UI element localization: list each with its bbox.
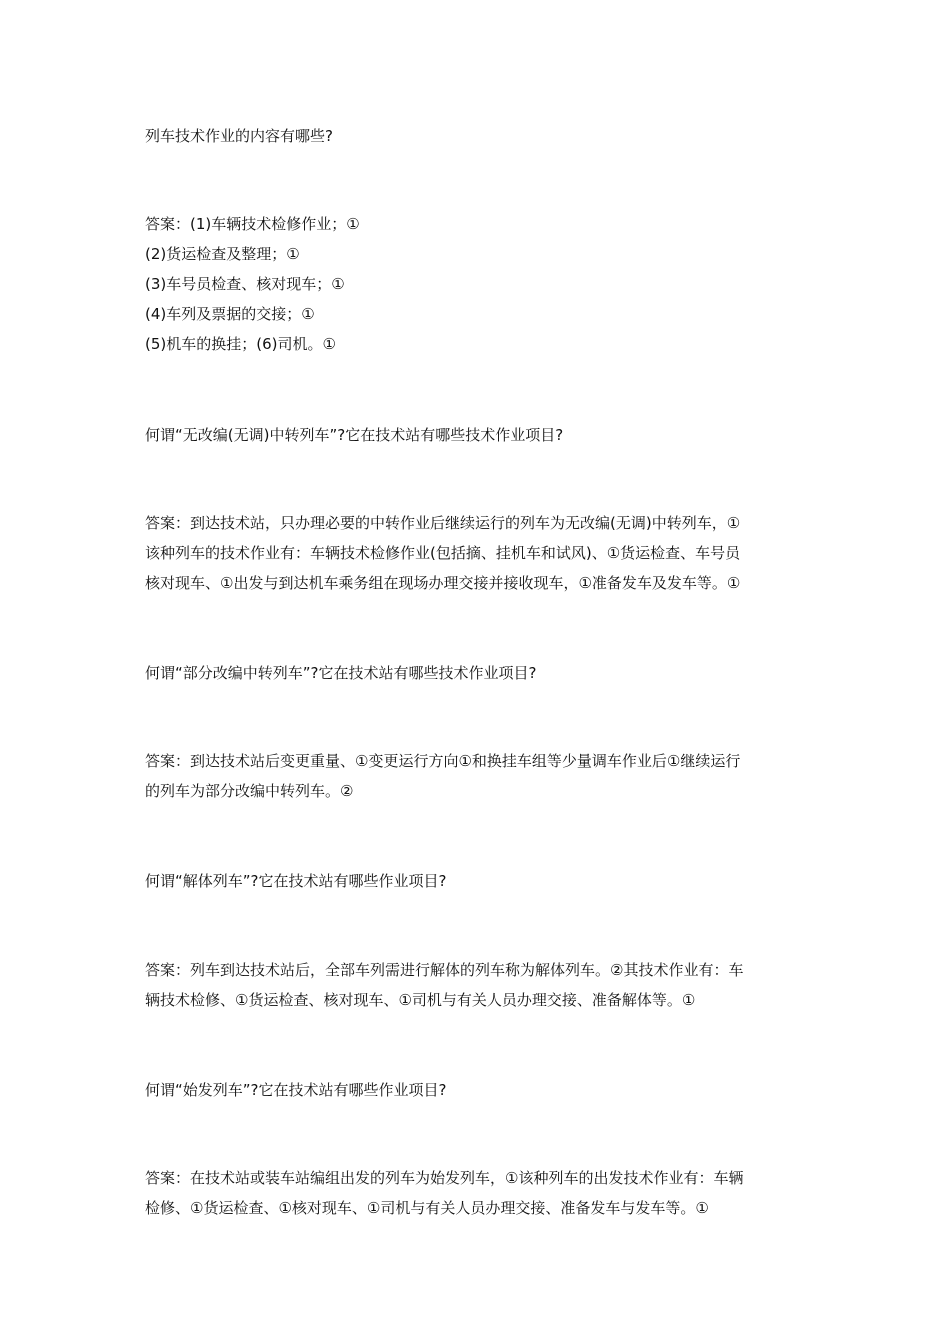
answer-5 <box>145 1163 810 1223</box>
answer-1 <box>145 209 810 359</box>
answer-3-line-1: 答案：到达技术站后变更重量、①变更运行方向①和换挂车组等少量调车作业后①继续运行 <box>145 752 741 770</box>
answer-2 <box>145 508 810 598</box>
question-4-text: 何谓“解体列车”?它在技术站有哪些作业项目? <box>145 872 447 890</box>
question-3-text: 何谓“部分改编中转列车”?它在技术站有哪些技术作业项目? <box>145 664 537 682</box>
answer-2-line-3: 核对现车、①出发与到达机车乘务组在现场办理交接并接收现车，①准备发车及发车等。① <box>145 574 741 592</box>
answer-2-line-1: 答案：到达技术站，只办理必要的中转作业后继续运行的列车为无改编(无调)中转列车，① <box>145 514 741 532</box>
question-4 <box>145 866 810 896</box>
answer-1-line-3: (3)车号员检查、核对现车；① <box>145 275 345 293</box>
question-1-text: 列车技术作业的内容有哪些? <box>145 127 333 145</box>
answer-1-line-5: (5)机车的换挂；(6)司机。① <box>145 335 336 353</box>
question-3 <box>145 658 810 688</box>
answer-5-line-2: 检修、①货运检查、①核对现车、①司机与有关人员办理交接、准备发车与发车等。① <box>145 1199 709 1217</box>
question-2 <box>145 420 810 450</box>
question-2-text: 何谓“无改编(无调)中转列车”?它在技术站有哪些技术作业项目? <box>145 426 564 444</box>
answer-4-line-2: 辆技术检修、①货运检查、核对现车、①司机与有关人员办理交接、准备解体等。① <box>145 991 696 1009</box>
answer-1-line-4: (4)车列及票据的交接；① <box>145 305 315 323</box>
answer-5-line-1: 答案：在技术站或装车站编组出发的列车为始发列车，①该种列车的出发技术作业有：车辆 <box>145 1169 744 1187</box>
question-5 <box>145 1075 810 1105</box>
answer-3 <box>145 746 810 806</box>
answer-4 <box>145 955 810 1015</box>
answer-4-line-1: 答案：列车到达技术站后，全部车列需进行解体的列车称为解体列车。②其技术作业有：车 <box>145 961 744 979</box>
answer-1-line-2: (2)货运检查及整理；① <box>145 245 300 263</box>
question-5-text: 何谓“始发列车”?它在技术站有哪些作业项目? <box>145 1081 447 1099</box>
answer-1-line-1: 答案：(1)车辆技术检修作业；① <box>145 215 360 233</box>
question-1 <box>145 121 810 151</box>
answer-2-line-2: 该种列车的技术作业有：车辆技术检修作业(包括摘、挂机车和试风)、①货运检查、车号员 <box>145 544 741 562</box>
answer-3-line-2: 的列车为部分改编中转列车。② <box>145 782 354 800</box>
